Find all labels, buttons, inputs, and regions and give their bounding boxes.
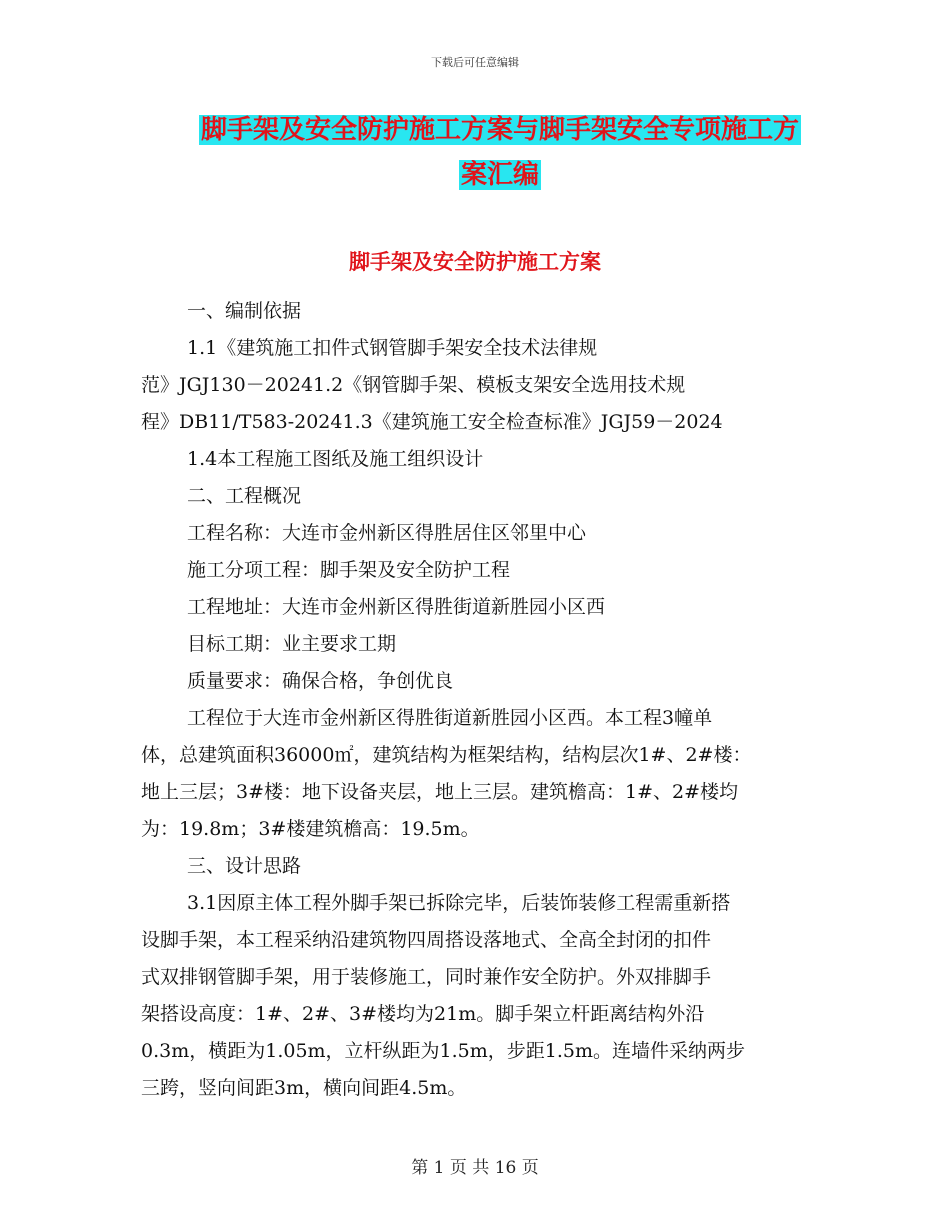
document-title-text-1: 脚手架及安全防护施工方案与脚手架安全专项施工方 bbox=[200, 115, 799, 145]
paragraph-line: 1.1《建筑施工扣件式钢管脚手架安全技术法律规 bbox=[187, 337, 598, 359]
paragraph-line: 范》JGJ130－20241.2《钢管脚手架、模板支架安全选用技术规 bbox=[141, 374, 686, 396]
heading-design: 三、设计思路 bbox=[187, 855, 302, 877]
paragraph-line: 架搭设高度：1#、2#、3#楼均为21m。脚手架立杆距离结构外沿 bbox=[141, 1003, 705, 1025]
paragraph-line: 体，总建筑面积36000㎡，建筑结构为框架结构，结构层次1#、2#楼： bbox=[141, 744, 752, 766]
paragraph-line: 式双排钢管脚手架，用于装修施工，同时兼作安全防护。外双排脚手 bbox=[141, 966, 712, 988]
paragraph-line: 3.1因原主体工程外脚手架已拆除完毕，后装饰装修工程需重新搭 bbox=[187, 892, 731, 914]
paragraph-line: 0.3m，横距为1.05m，立杆纵距为1.5m，步距1.5m。连墙件采纳两步 bbox=[141, 1040, 746, 1062]
document-title-text-2: 案汇编 bbox=[460, 160, 539, 190]
project-name: 工程名称：大连市金州新区得胜居住区邻里中心 bbox=[187, 522, 587, 544]
paragraph-line: 1.4本工程施工图纸及施工组织设计 bbox=[187, 448, 484, 470]
heading-basis: 一、编制依据 bbox=[187, 300, 302, 322]
paragraph-line: 为：19.8m；3#楼建筑檐高：19.5m。 bbox=[141, 818, 480, 840]
document-title-line-2 bbox=[120, 153, 880, 197]
section-title: 脚手架及安全防护施工方案 bbox=[349, 250, 601, 274]
paragraph-line: 设脚手架，本工程采纳沿建筑物四周搭设落地式、全高全封闭的扣件 bbox=[141, 929, 712, 951]
header-note: 下载后可任意编辑 bbox=[431, 56, 519, 69]
project-quality: 质量要求：确保合格，争创优良 bbox=[187, 670, 454, 692]
paragraph-line: 工程位于大连市金州新区得胜街道新胜园小区西。本工程3幢单 bbox=[187, 707, 713, 729]
project-schedule: 目标工期：业主要求工期 bbox=[187, 633, 397, 655]
paragraph-line: 三跨，竖向间距3m，横向间距4.5m。 bbox=[141, 1077, 467, 1099]
paragraph-line: 程》DB11/T583-20241.3《建筑施工安全检查标准》JGJ59－2024 bbox=[141, 411, 723, 433]
paragraph-line: 地上三层；3#楼：地下设备夹层，地上三层。建筑檐高：1#、2#楼均 bbox=[141, 781, 739, 803]
heading-overview: 二、工程概况 bbox=[187, 485, 302, 507]
page-footer: 第 1 页 共 16 页 bbox=[411, 1158, 539, 1178]
document-title-line-1 bbox=[120, 108, 880, 152]
project-address: 工程地址：大连市金州新区得胜街道新胜园小区西 bbox=[187, 596, 606, 618]
project-subitem: 施工分项工程：脚手架及安全防护工程 bbox=[187, 559, 511, 581]
